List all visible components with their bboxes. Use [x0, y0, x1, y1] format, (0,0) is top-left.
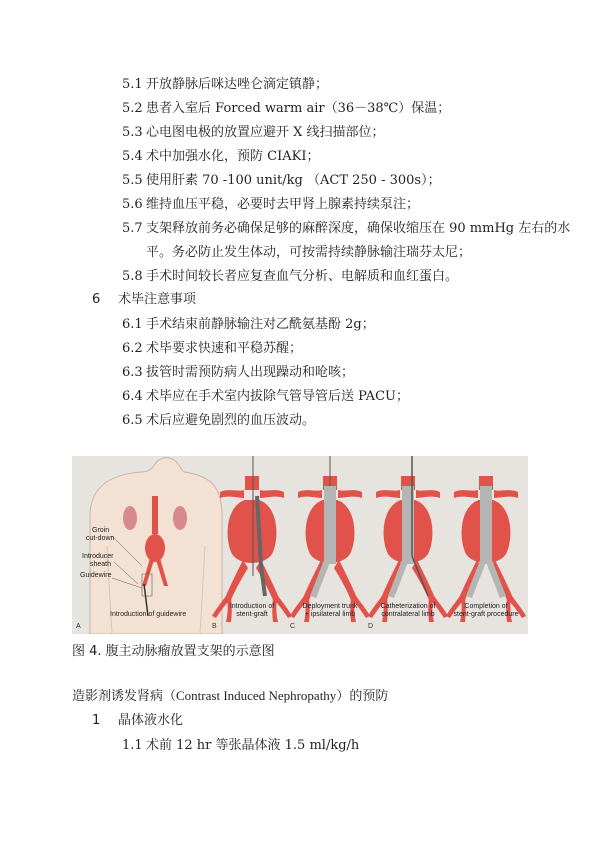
step-5-4: 5.4 术中加强水化，预防 CIAKI；	[122, 149, 320, 164]
label-sheath: sheath	[90, 561, 112, 568]
panel-e-caption-line1: Completion of	[464, 603, 508, 610]
panel-a-caption: Introduction of guidewire	[110, 611, 187, 618]
panel-d-caption-line1: Catheterization of	[380, 603, 436, 610]
step-6-5: 6.5 术后应避免剧烈的血压波动。	[122, 413, 316, 428]
figure-caption: 图 4. 腹主动脉瘤放置支架的示意图	[72, 644, 275, 659]
panel-b-vessels	[212, 456, 292, 622]
step-1-1: 1.1 术前 12 hr 等张晶体液 1.5 ml/kg/h	[122, 738, 360, 753]
step-6-2: 6.2 术毕要求快速和平稳苏醒；	[122, 341, 303, 356]
section-6-heading: 6 术毕注意事项	[92, 292, 197, 307]
step-5-7: 5.7 支架释放前务必确保足够的麻醉深度，确保收缩压在 90 mmHg 左右的水	[122, 221, 571, 236]
panel-d-letter: D	[368, 623, 374, 630]
step-6-3: 6.3 拔管时需预防病人出现躁动和呛咳；	[122, 365, 355, 380]
step-5-2: 5.2 患者入室后 Forced warm air（36－38℃）保温；	[122, 101, 451, 116]
panel-c-caption-line2: + ipsilateral limb	[304, 611, 356, 618]
step-5-6: 5.6 维持血压平稳，必要时去甲肾上腺素持续泵注；	[122, 197, 420, 212]
label-groin: Groin	[92, 527, 110, 534]
stent-graft-figure	[72, 456, 528, 634]
step-5-1: 5.1 开放静脉后咪达唑仑滴定镇静；	[122, 77, 329, 92]
panel-d-caption-line2: contralateral limb	[381, 611, 435, 618]
step-5-8: 5.8 手术时间较长者应复查血气分析、电解质和血红蛋白。	[122, 269, 459, 284]
panel-c-letter: C	[290, 623, 296, 630]
hydration-heading: 1 晶体液水化	[92, 713, 184, 728]
panel-c-caption-line1: Deployment trunk	[302, 603, 358, 610]
panel-a-letter: A	[76, 623, 81, 630]
label-guidewire: Guidewire	[80, 572, 112, 579]
step-6-4: 6.4 术毕应在手术室内拔除气管导管后送 PACU；	[122, 389, 409, 404]
panel-c-vessels	[290, 456, 370, 622]
cin-section-heading: 造影剂诱发肾病（Contrast Induced Nephropathy）的预防	[72, 688, 389, 704]
step-5-3: 5.3 心电图电极的放置应避开 X 线扫描部位；	[122, 125, 385, 140]
panel-e-caption-line2: stent-graft procedure	[453, 611, 519, 618]
step-5-5: 5.5 使用肝素 70 -100 unit/kg （ACT 250 - 300s）；	[122, 173, 441, 188]
label-cut-down: cut-down	[86, 535, 115, 542]
panel-d-vessels	[368, 456, 448, 622]
step-5-7-continued: 平。务必防止发生体动，可按需持续静脉输注瑞芬太尼；	[146, 245, 472, 260]
panel-b-caption-line2: stent-graft	[236, 611, 268, 618]
step-6-1: 6.1 手术结束前静脉输注对乙酰氨基酚 2g；	[122, 317, 375, 332]
panel-b-caption-line1: Introduction of	[229, 603, 275, 610]
figure-illustration	[72, 456, 528, 634]
panel-b-letter: B	[212, 623, 217, 630]
panel-e-vessels	[446, 476, 526, 622]
label-introducer: Introducer	[82, 553, 114, 560]
panel-a-torso	[90, 458, 222, 634]
